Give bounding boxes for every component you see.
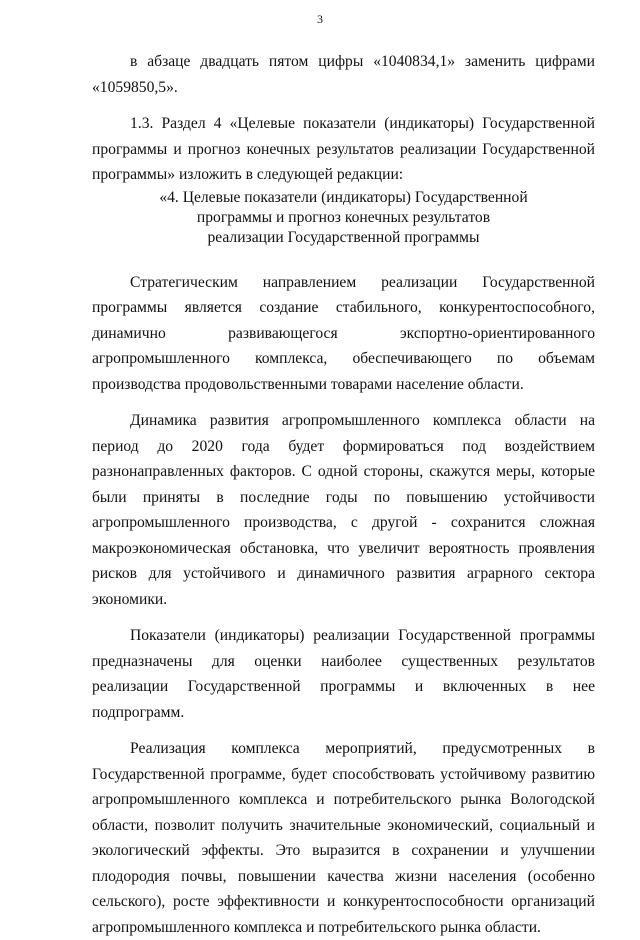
section-heading [92, 188, 595, 248]
paragraph-strategy-line3: динамично развивающегося экспортно-ориентированного [92, 321, 595, 347]
paragraph-strategy-line2: программы является создание стабильного, конкурентоспособного, [92, 295, 595, 321]
paragraph-amendment-line2: «1059850,5». [92, 75, 595, 101]
paragraph-implementation-line1: Реализация комплекса мероприятий, предусмотренных в [92, 736, 595, 762]
paragraph-dynamics: Динамика развития агропромышленного комплекса области на период до 2020 года будет формироваться под воздействием разнонаправленных факторов. С одной стороны, скажутся меры, которые были приняты в последние годы по повышению устойчивости агропромышленного производства, с другой - сохранится сложная макроэкономическая обстановка, что увеличит вероятность проявления рисков для устойчивого и динамичного развития аграрного сектора экономики. [92, 408, 595, 612]
section-heading-line2: программы и прогноз конечных результатов [92, 208, 595, 228]
section-heading-line3: реализации Государственной программы [92, 228, 595, 248]
document-body [92, 49, 595, 940]
paragraph-indicators: Показатели (индикаторы) реализации Государственной программы предназначены для оценки наиболее существенных результатов реализации Государственной программы и включенных в нее подпрограмм. [92, 623, 595, 725]
paragraph-amendment-line1: в абзаце двадцать пятом цифры «1040834,1» заменить цифрами [92, 49, 595, 75]
section-heading-line1: «4. Целевые показатели (индикаторы) Государственной [92, 188, 595, 208]
paragraph-section-instruction: 1.3. Раздел 4 «Целевые показатели (индикаторы) Государственной программы и прогноз конечных результатов реализации Государственной программы» изложить в следующей редакции: [92, 111, 595, 188]
paragraph-strategy-rest: агропромышленного комплекса, обеспечивающего по объемам производства продовольственными товарами население области. [92, 346, 595, 397]
page-number: 3 [0, 12, 640, 27]
paragraph-implementation-rest: Государственной программе, будет способствовать устойчивому развитию агропромышленного комплекса и потребительского рынка Вологодской области, позволит получить значительные экономический, социальный и экологический эффекты. Это выразится в сохранении и улучшении плодородия почвы, повышении качества жизни населения (особенно сельского), росте эффективности и конкурентоспособности организаций агропромышленного комплекса и потребительского рынка области. [92, 762, 595, 940]
paragraph-strategy-line1: Стратегическим направлением реализации Государственной [92, 270, 595, 296]
